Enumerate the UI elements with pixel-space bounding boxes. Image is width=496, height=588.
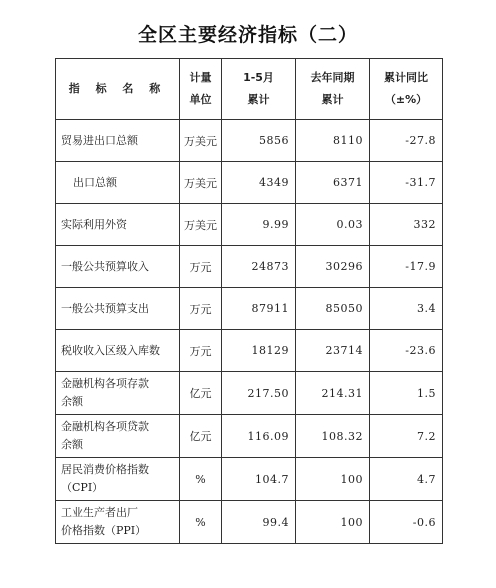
change-value: -0.6 <box>370 501 443 544</box>
previous-value: 23714 <box>296 330 370 372</box>
previous-value: 100 <box>296 458 370 501</box>
change-value: 1.5 <box>370 372 443 415</box>
current-value: 87911 <box>222 288 296 330</box>
change-value: -17.9 <box>370 246 443 288</box>
indicator-name-line1: 金融机构各项贷款 <box>61 420 149 433</box>
indicator-name <box>56 372 180 415</box>
current-value: 217.50 <box>222 372 296 415</box>
change-value: -23.6 <box>370 330 443 372</box>
previous-value: 85050 <box>296 288 370 330</box>
header-previous <box>296 59 370 120</box>
header-previous-line2: 累计 <box>321 93 344 106</box>
indicator-name: 一般公共预算支出 <box>56 288 180 330</box>
indicator-name: 一般公共预算收入 <box>56 246 180 288</box>
indicator-name-line2: 余额 <box>61 438 83 451</box>
current-value: 18129 <box>222 330 296 372</box>
header-current-line2: 累计 <box>247 93 270 106</box>
table-row <box>56 372 443 415</box>
economic-indicators-table <box>55 58 443 544</box>
indicator-unit: 万美元 <box>180 120 222 162</box>
indicator-name-line1: 工业生产者出厂 <box>61 506 138 519</box>
indicator-unit: 万元 <box>180 288 222 330</box>
indicator-name-line2: 余额 <box>61 395 83 408</box>
table-row <box>56 246 443 288</box>
header-unit-line2: 单位 <box>189 93 212 106</box>
previous-value: 8110 <box>296 120 370 162</box>
indicator-name <box>56 458 180 501</box>
indicator-name-line1: 居民消费价格指数 <box>61 463 149 476</box>
indicator-unit: 万元 <box>180 330 222 372</box>
table-header-row <box>56 59 443 120</box>
table-row <box>56 204 443 246</box>
header-unit <box>180 59 222 120</box>
previous-value: 30296 <box>296 246 370 288</box>
indicator-name: 贸易进出口总额 <box>56 120 180 162</box>
header-change-line1: 累计同比 <box>384 71 428 84</box>
previous-value: 214.31 <box>296 372 370 415</box>
indicator-name: 出口总额 <box>56 162 180 204</box>
current-value: 99.4 <box>222 501 296 544</box>
current-value: 5856 <box>222 120 296 162</box>
indicator-name <box>56 501 180 544</box>
header-change-line2: （±%） <box>384 93 428 106</box>
indicator-name-line1: 金融机构各项存款 <box>61 377 149 390</box>
change-value: 7.2 <box>370 415 443 458</box>
table-row <box>56 458 443 501</box>
indicator-unit: 亿元 <box>180 415 222 458</box>
header-indicator-name: 指 标 名 称 <box>56 59 180 120</box>
table-row <box>56 415 443 458</box>
table-row <box>56 288 443 330</box>
header-change <box>370 59 443 120</box>
current-value: 104.7 <box>222 458 296 501</box>
indicator-name-line2: （CPI） <box>61 481 104 494</box>
table-row <box>56 330 443 372</box>
change-value: 3.4 <box>370 288 443 330</box>
current-value: 116.09 <box>222 415 296 458</box>
indicator-name: 实际利用外资 <box>56 204 180 246</box>
indicator-unit: 亿元 <box>180 372 222 415</box>
previous-value: 108.32 <box>296 415 370 458</box>
indicator-unit: 万美元 <box>180 204 222 246</box>
indicator-unit: % <box>180 458 222 501</box>
indicator-unit: 万美元 <box>180 162 222 204</box>
previous-value: 100 <box>296 501 370 544</box>
table-row <box>56 501 443 544</box>
header-current <box>222 59 296 120</box>
current-value: 9.99 <box>222 204 296 246</box>
header-current-line1: 1-5月 <box>243 71 274 84</box>
indicator-name-line2: 价格指数（PPI） <box>61 524 147 537</box>
indicator-name <box>56 415 180 458</box>
previous-value: 0.03 <box>296 204 370 246</box>
change-value: 332 <box>370 204 443 246</box>
change-value: 4.7 <box>370 458 443 501</box>
change-value: -31.7 <box>370 162 443 204</box>
table-row <box>56 162 443 204</box>
indicator-unit: % <box>180 501 222 544</box>
table-row <box>56 120 443 162</box>
page-title: 全区主要经济指标（二） <box>137 24 358 46</box>
previous-value: 6371 <box>296 162 370 204</box>
indicator-unit: 万元 <box>180 246 222 288</box>
current-value: 24873 <box>222 246 296 288</box>
indicator-name: 税收收入区级入库数 <box>56 330 180 372</box>
current-value: 4349 <box>222 162 296 204</box>
header-unit-line1: 计量 <box>189 71 212 84</box>
header-previous-line1: 去年同期 <box>310 71 355 84</box>
change-value: -27.8 <box>370 120 443 162</box>
